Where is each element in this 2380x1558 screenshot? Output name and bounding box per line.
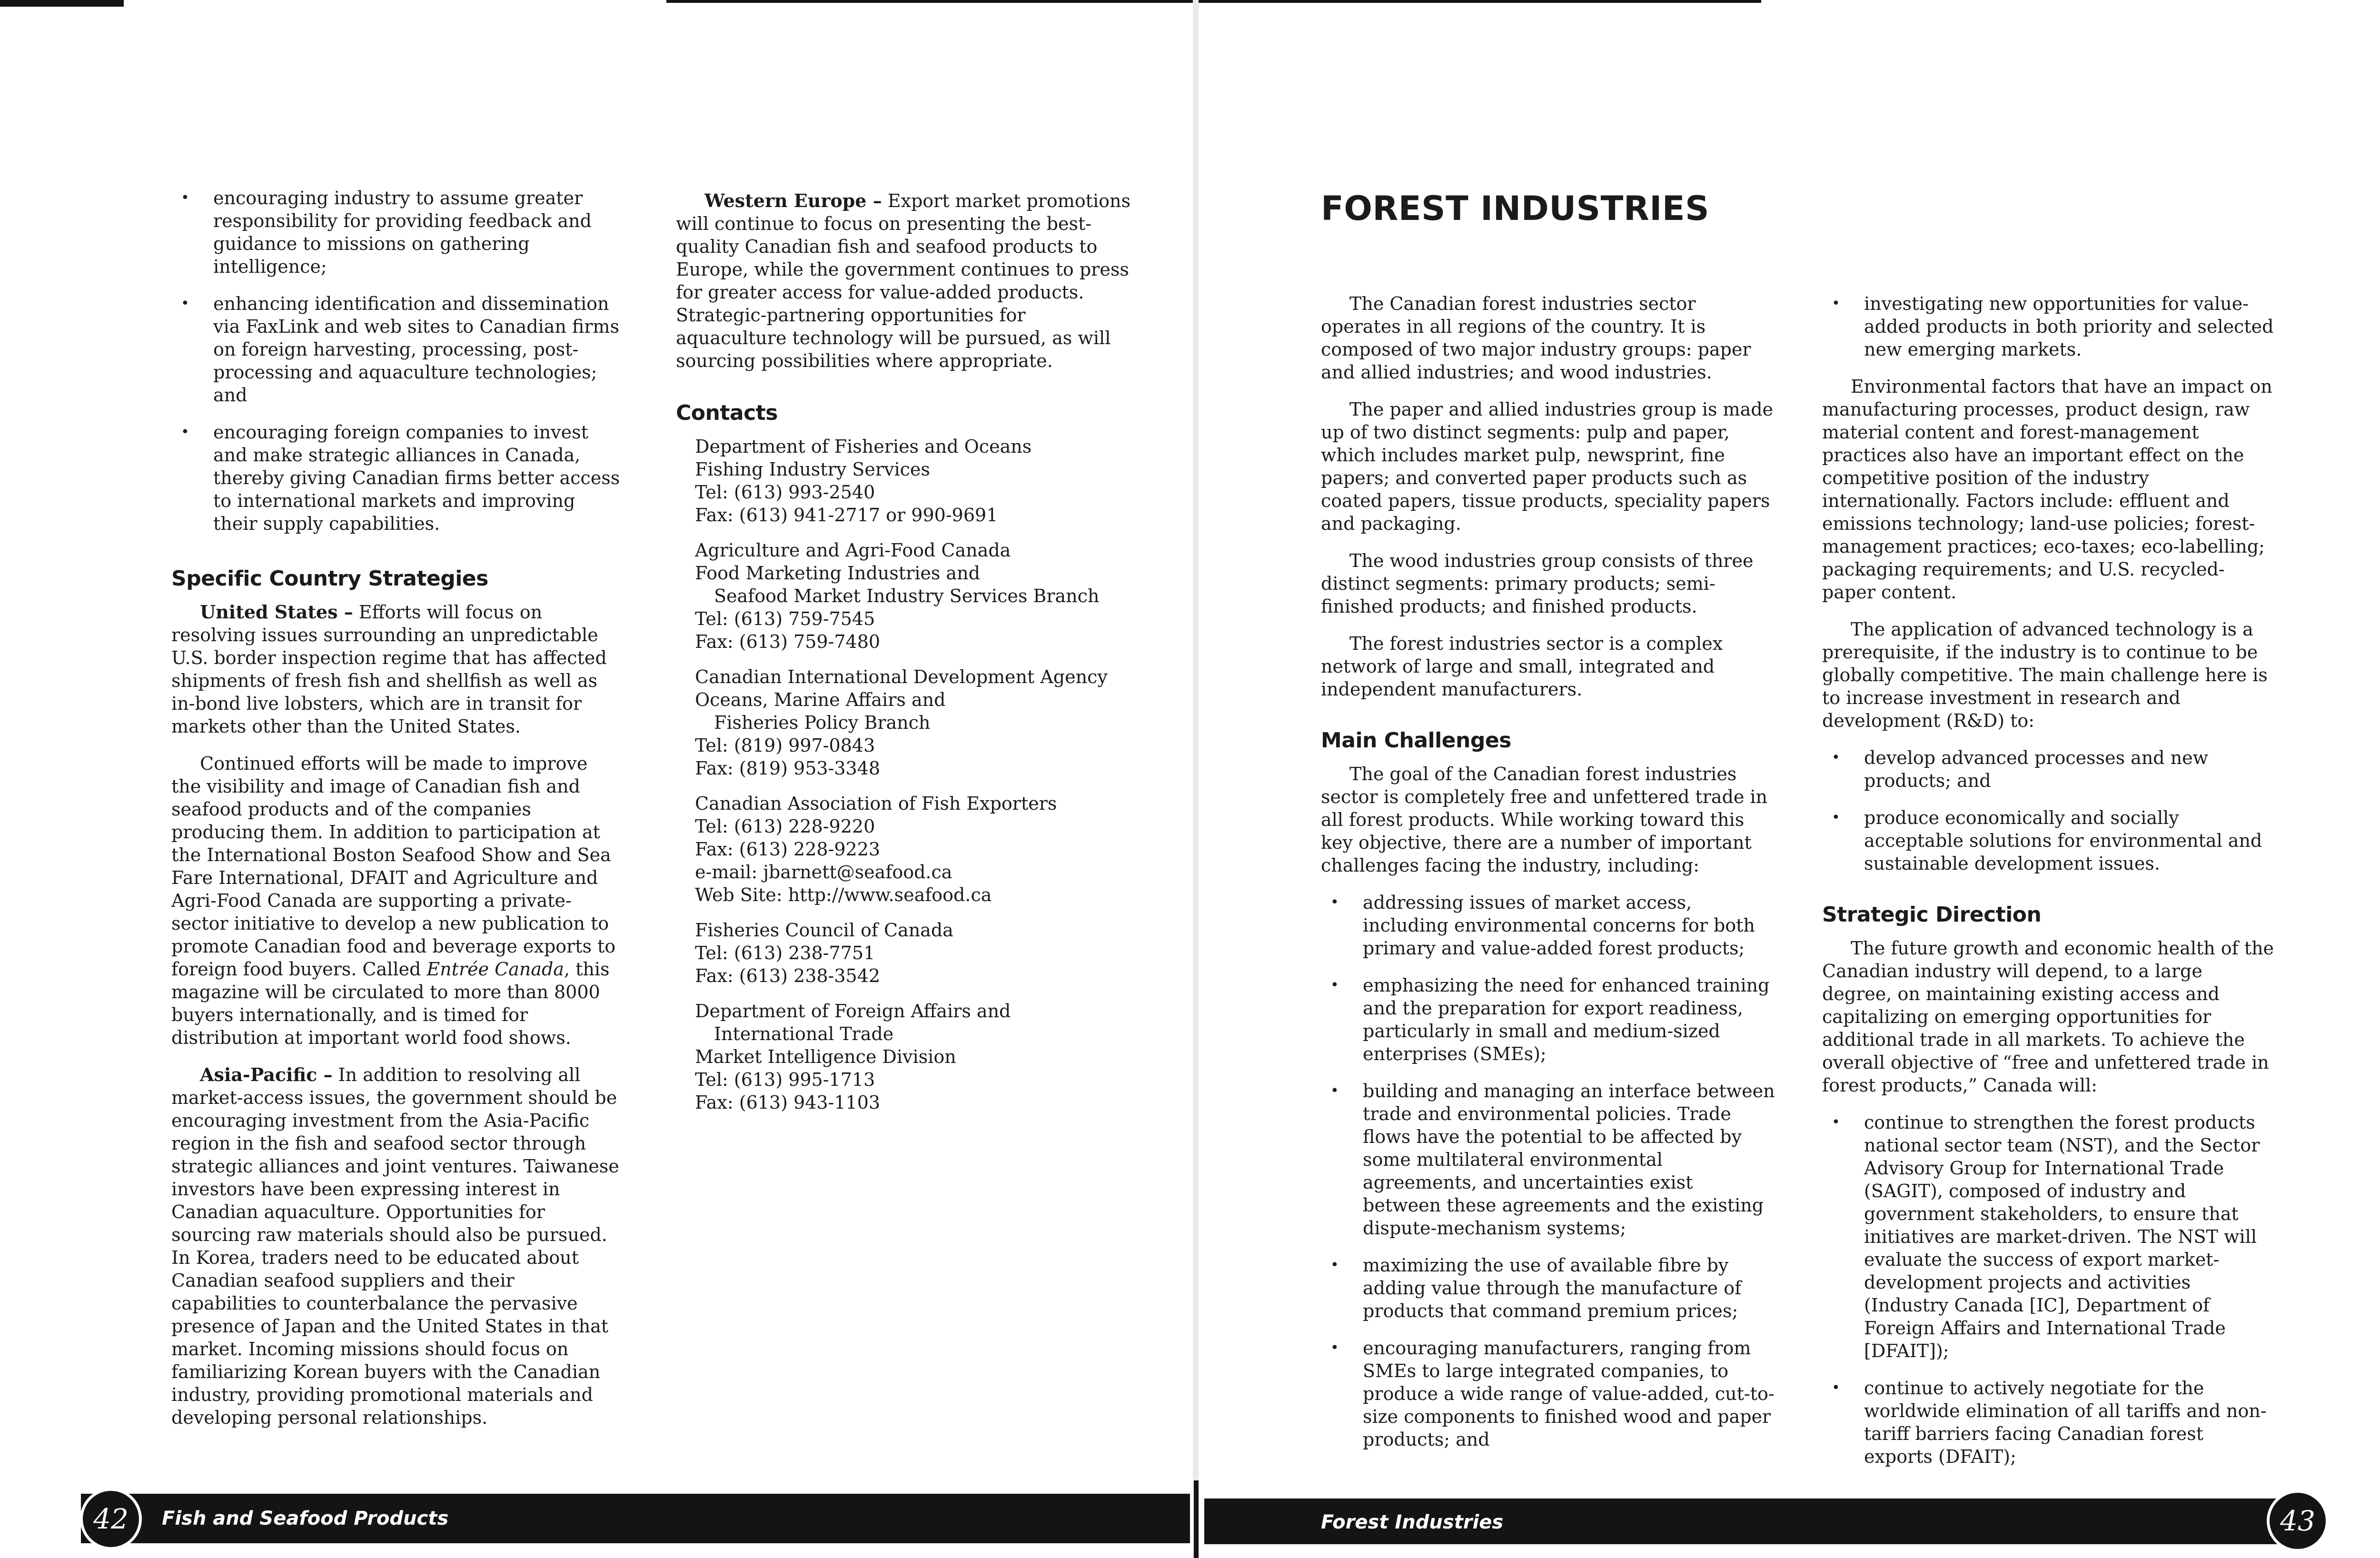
paragraph-intro: The forest industries sector is a complex network of large and small, integrated and independent manufacturers.: [1321, 633, 1723, 700]
bullet-glyph: •: [181, 424, 189, 440]
bullet-glyph: •: [181, 189, 189, 206]
contact-block: Department of Foreign Affairs and International Trade Market Intelligence Division Tel: (613) 995-1713 Fax: (613) 943-1103: [695, 1001, 1011, 1113]
rd-list: [1822, 746, 2277, 875]
section-heading-specific-strategies: Specific Country Strategies: [171, 566, 488, 591]
page-number-right: 43: [2267, 1490, 2329, 1552]
list-item: • emphasizing the need for enhanced training and the preparation for export readiness, particularly in small and medium-sized enterprises (SMEs);: [1330, 975, 1770, 1064]
contact-website: Web Site: http://www.seafood.ca: [695, 884, 992, 905]
footer-title-left: Fish and Seafood Products: [162, 1508, 449, 1529]
paragraph-technology: The application of advanced technology is a prerequisite, if the industry is to continue to be globally competitive. The main challenge here is to increase investment in research and development (R&D) to:: [1822, 619, 2268, 731]
list-item: • maximizing the use of available fibre by adding value through the manufacture of products that command premium prices;: [1330, 1255, 1742, 1321]
section-heading-main-challenges: Main Challenges: [1321, 728, 1511, 753]
bullet-glyph: •: [1832, 809, 1840, 826]
right-column-1: [1321, 292, 1775, 1465]
magazine-title: Entrée Canada: [426, 959, 564, 980]
paragraph-intro: The Canadian forest industries sector operates in all regions of the country. It is composed of two major industry groups: paper and allied industries; and wood industries.: [1321, 293, 1751, 383]
paragraph-visibility: Continued efforts will be made to improve the visibility and image of Canadian fish and seafood products and of the companies producing them. In addition to participation at the International Boston Seafood Show and Sea Fare International, DFAIT and Agriculture and Agri-Food Canada are supporting a private-sector initiative to develop a new publication to promote Canadian food and beverage exports to foreign food buyers. Called Entrée Canada, this magazine will be circulated to more than 8000 buyers internationally, and is timed for distribution at important world food shows.: [171, 753, 616, 1048]
runin-asia-pacific: Asia-Pacific –: [200, 1064, 333, 1085]
footer-bar-left: [81, 1494, 1190, 1543]
strategic-list: [1822, 1111, 2277, 1468]
list-item: • develop advanced processes and new products; and: [1832, 747, 2209, 791]
left-column-2: [676, 189, 1133, 1126]
contact-block: Fisheries Council of Canada Tel: (613) 238-7751 Fax: (613) 238-3542: [695, 920, 953, 986]
paragraph-western-europe: Western Europe – Export market promotions will continue to focus on presenting the best-quality Canadian fish and seafood products to Europe, while the government continues to press for greater access for value-added products. Strategic-partnering opportunities for aquaculture technology will be pursued, as will sourcing possibilities where appropriate.: [676, 190, 1130, 371]
bullet-glyph: •: [1330, 1257, 1339, 1273]
fish-measures-list: [171, 187, 621, 535]
paragraph-asia-pacific: Asia-Pacific – In addition to resolving all market-access issues, the government should be encouraging investment from the Asia-Pacific region in the fish and seafood sector through strategic alliances and joint ventures. Taiwanese investors have been expressing interest in Canadian aquaculture. Opportunities for sourcing raw materials should also be pursued. In Korea, traders need to be educated about Canadian seafood suppliers and their capabilities to counterbalance the pervasive presence of Japan and the United States in that market. Incoming missions should focus on familiarizing Korean buyers with the Canadian industry, providing promotional materials and developing personal relationships.: [171, 1064, 619, 1428]
bullet-glyph: •: [1832, 295, 1840, 312]
runin-united-states: United States –: [200, 601, 353, 623]
list-item: • encouraging industry to assume greater responsibility for providing feedback and guidance to missions on gathering intelligence;: [181, 188, 592, 277]
list-item: • encouraging foreign companies to invest and make strategic alliances in Canada, thereby giving Canadian firms better access to international markets and improving their supply capabilities.: [181, 422, 620, 534]
paragraph-strategic: The future growth and economic health of the Canadian industry will depend, to a large degree, on maintaining existing access and capitalizing on emerging opportunities for additional trade in all markets. To achieve the overall objective of “free and unfettered trade in forest products,” Canada will:: [1822, 938, 2274, 1096]
footer-title-right: Forest Industries: [1321, 1511, 1504, 1533]
paragraph-intro: The paper and allied industries group is made up of two distinct segments: pulp and paper, which includes market pulp, newsprint, fine papers; and converted paper products such as coated papers, tissue products, speciality papers and packaging.: [1321, 399, 1774, 534]
list-item: • enhancing identification and dissemination via FaxLink and web sites to Canadian firms on foreign harvesting, processing, post-processing and aquaculture technologies; and: [181, 293, 619, 406]
bullet-glyph: •: [1330, 894, 1339, 911]
left-column-1: [171, 187, 621, 1443]
page-number-left: 42: [80, 1488, 142, 1550]
bullet-glyph: •: [1832, 749, 1840, 766]
contact-block: Department of Fisheries and Oceans Fishing Industry Services Tel: (613) 993-2540 Fax: (613) 941-2717 or 990-9691: [695, 436, 1032, 526]
paragraph-intro: The wood industries group consists of three distinct segments: primary products; semi-finished products; and finished products.: [1321, 550, 1754, 617]
list-item: • continue to strengthen the forest products national sector team (NST), and the Sector Advisory Group for International Trade (SAGIT), composed of industry and government stakeholders, to ensure that initiatives are market-driven. The NST will evaluate the success of export market-development projects and activities (Industry Canada [IC], Department of Foreign Affairs and International Trade [DFAIT]);: [1832, 1112, 2260, 1361]
bullet-glyph: •: [1330, 977, 1339, 993]
opportunities-list: [1822, 292, 2277, 361]
list-item: • building and managing an interface between trade and environmental policies. Trade flows have the potential to be affected by some multilateral environmental agreements, and uncertainties exist between these agreements and the existing dispute-mechanism systems;: [1330, 1081, 1775, 1239]
right-column-2: [1822, 292, 2277, 1482]
list-item: • continue to actively negotiate for the worldwide elimination of all tariffs and non-tariff barriers facing Canadian forest exports (DFAIT);: [1832, 1378, 2267, 1467]
runin-western-europe: Western Europe –: [704, 190, 882, 211]
contact-block: Agriculture and Agri-Food Canada Food Marketing Industries and Seafood Market Industry Services Branch Tel: (613) 759-7545 Fax: (613) 759-7480: [695, 540, 1100, 652]
bullet-glyph: •: [1330, 1082, 1339, 1099]
paragraph-environmental: Environmental factors that have an impact on manufacturing processes, product design, raw material content and forest-management practices also have an important effect on the competitive position of the industry internationally. Factors include: effluent and emissions technology; land-use policies; forest-management practices; eco-taxes; eco-labelling; packaging requirements; and U.S. recycled-paper content.: [1822, 376, 2272, 603]
bullet-glyph: •: [181, 295, 189, 312]
bullet-glyph: •: [1832, 1114, 1840, 1131]
contact-block: Canadian International Development Agency Oceans, Marine Affairs and Fisheries Policy Branch Tel: (819) 997-0843 Fax: (819) 953-3348: [695, 666, 1108, 779]
section-heading-contacts: Contacts: [676, 401, 778, 425]
list-item: • addressing issues of market access, including environmental concerns for both primary and value-added forest products;: [1330, 892, 1755, 959]
bullet-glyph: •: [1832, 1379, 1840, 1396]
page-title: FOREST INDUSTRIES: [1321, 189, 1709, 228]
paragraph-united-states: United States – Efforts will focus on resolving issues surrounding an unpredictable U.S. border inspection regime that has affected shipments of fresh fish and shellfish as well as in-bond live lobsters, which are in transit for markets other than the United States.: [171, 601, 607, 737]
list-item: • produce economically and socially acceptable solutions for environmental and sustainable development issues.: [1832, 807, 2262, 874]
list-item: • investigating new opportunities for value-added products in both priority and selected new emerging markets.: [1832, 293, 2274, 360]
paragraph-challenges-intro: The goal of the Canadian forest industries sector is completely free and unfettered trade in all forest products. While working toward this key objective, there are a number of important challenges facing the industry, including:: [1321, 764, 1768, 876]
contact-block: Canadian Association of Fish Exporters Tel: (613) 228-9220 Fax: (613) 228-9223 e-mail: jbarnett@seafood.ca Web Site: http://www.seafood.ca: [676, 792, 1133, 906]
footer-bar-right: [1204, 1498, 2299, 1544]
list-item: • encouraging manufacturers, ranging from SMEs to large integrated companies, to produce a wide range of value-added, cut-to-size components to finished wood and paper products; and: [1330, 1338, 1775, 1450]
contact-email: e-mail: jbarnett@seafood.ca: [695, 862, 952, 883]
challenges-list: [1321, 891, 1775, 1451]
section-heading-strategic-direction: Strategic Direction: [1822, 903, 2042, 927]
bullet-glyph: •: [1330, 1340, 1339, 1356]
